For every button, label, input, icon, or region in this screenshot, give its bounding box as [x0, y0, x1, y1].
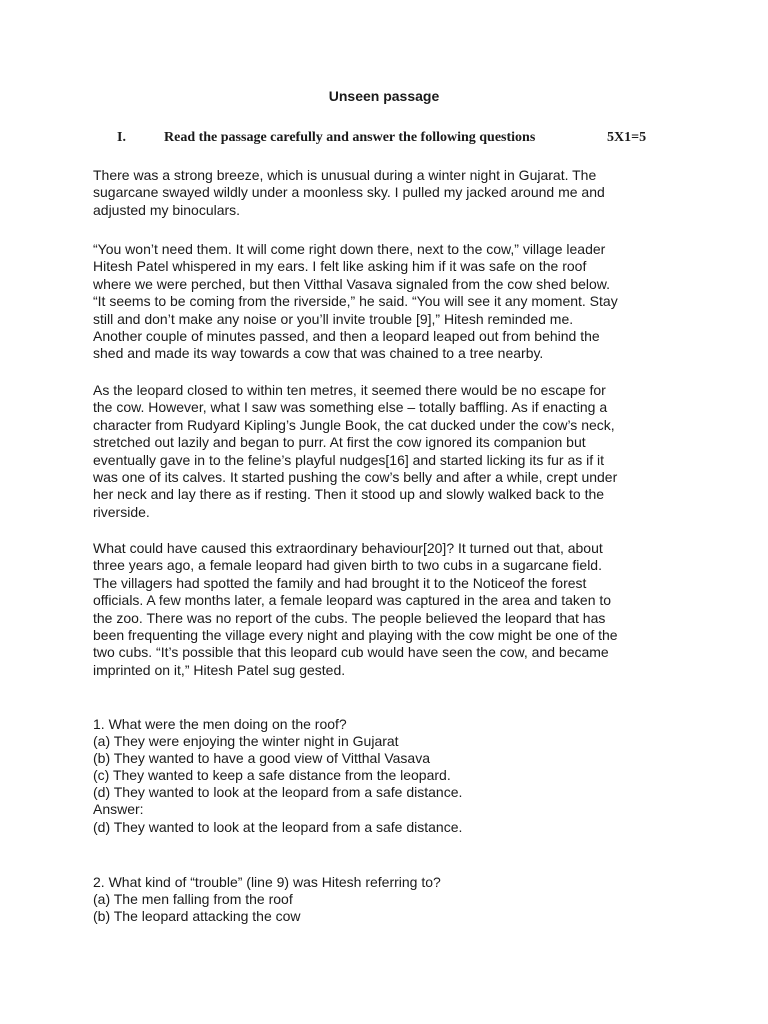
passage-line: imprinted on it,” Hitesh Patel sug gested.	[93, 661, 346, 678]
answer-text: (d) They wanted to look at the leopard from a safe distance.	[93, 818, 463, 835]
passage-line: character from Rudyard Kipling’s Jungle Book, the cat ducked under the cow’s neck,	[93, 416, 615, 433]
passage-line: “It seems to be coming from the riverside,” he said. “You will see it any moment. Stay	[93, 293, 618, 310]
passage-line: Another couple of minutes passed, and then a leopard leaped out from behind the	[93, 328, 600, 345]
passage-line: eventually gave in to the feline’s playful nudges[16] and started licking its fur as if it	[93, 451, 605, 468]
question-option: (b) They wanted to have a good view of Vitthal Vasava	[93, 750, 430, 767]
passage-line: her neck and lay there as if resting. Then it stood up and slowly walked back to the	[93, 486, 605, 503]
question-option: (a) The men falling from the roof	[93, 891, 293, 908]
passage-line: the zoo. There was no report of the cubs. The people believed the leopard that has	[93, 609, 606, 626]
passage-line: three years ago, a female leopard had given birth to two cubs in a sugarcane field.	[93, 557, 602, 574]
passage-line: There was a strong breeze, which is unusual during a winter night in Gujarat. The	[93, 167, 597, 183]
passage-line: where we were perched, but then Vitthal Vasava signaled from the cow shed below.	[93, 275, 611, 292]
passage-line: officials. A few months later, a female leopard was captured in the area and taken to	[93, 592, 612, 609]
question-2	[93, 874, 683, 925]
passage-line: Hitesh Patel whispered in my ears. I felt like asking him if it was safe on the roof	[93, 258, 587, 275]
question-1	[93, 716, 683, 836]
passage-line: As the leopard closed to within ten metres, it seemed there would be no escape for	[93, 382, 606, 398]
passage-line: riverside.	[93, 503, 150, 520]
passage-line: “You won’t need them. It will come right down there, next to the cow,” village leader	[93, 241, 606, 257]
question-prompt: 2. What kind of “trouble” (line 9) was Hitesh referring to?	[93, 874, 441, 890]
question-option: (b) The leopard attacking the cow	[93, 908, 301, 925]
passage-line: two cubs. “It’s possible that this leopard cub would have seen the cow, and became	[93, 644, 609, 661]
instruction-number: I.	[117, 130, 126, 145]
question-option: (d) They wanted to look at the leopard from a safe distance.	[93, 784, 463, 801]
passage-line: What could have caused this extraordinary behaviour[20]? It turned out that, about	[93, 540, 603, 556]
passage-line: adjusted my binoculars.	[93, 201, 241, 218]
page-title: Unseen passage	[328, 88, 440, 104]
passage-paragraph-2	[93, 241, 683, 363]
instruction-marks: 5X1=5	[607, 130, 647, 145]
passage-line: sugarcane swayed wildly under a moonless sky. I pulled my jacked around me and	[93, 184, 605, 201]
passage-paragraph-3	[93, 382, 683, 521]
question-prompt: 1. What were the men doing on the roof?	[93, 716, 347, 732]
passage-line: was one of its calves. It started pushing the cow’s belly and after a while, crept under	[93, 469, 618, 486]
passage-line: stretched out lazily and began to purr. At first the cow ignored its companion but	[93, 434, 586, 451]
passage-paragraph-1	[93, 167, 683, 219]
instruction-text: Read the passage carefully and answer the following questions	[164, 130, 536, 145]
passage-line: still and don’t make any noise or you’ll invite trouble [9],” Hitesh reminded me.	[93, 310, 574, 327]
passage-line: The villagers had spotted the family and had brought it to the Noticeof the forest	[93, 574, 587, 591]
question-option: (a) They were enjoying the winter night in Gujarat	[93, 733, 399, 750]
passage-paragraph-4	[93, 540, 683, 679]
question-option: (c) They wanted to keep a safe distance from the leopard.	[93, 767, 451, 784]
answer-label: Answer:	[93, 801, 144, 818]
passage-line: been frequenting the village every night and playing with the cow might be one of the	[93, 627, 618, 644]
passage-line: the cow. However, what I saw was something else – totally baffling. As if enacting a	[93, 399, 608, 416]
passage-line: shed and made its way towards a cow that was chained to a tree nearby.	[93, 345, 544, 362]
instruction-line	[0, 129, 768, 146]
